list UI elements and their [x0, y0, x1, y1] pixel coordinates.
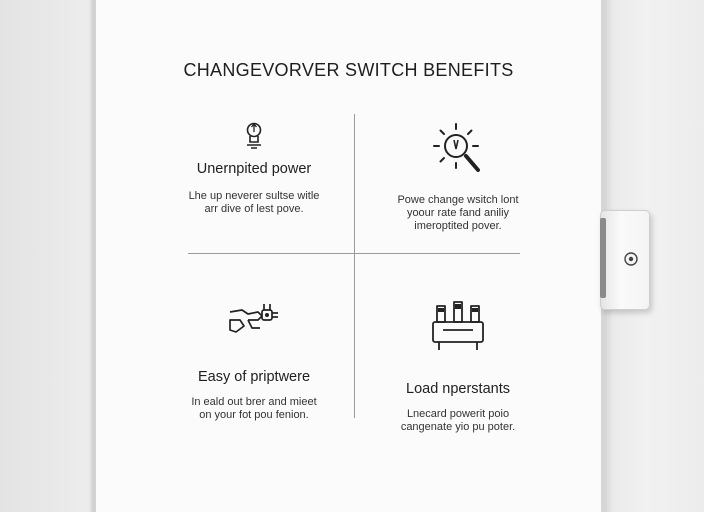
benefit-cell-3	[154, 298, 354, 422]
benefit-desc-2	[358, 194, 558, 233]
benefit-desc-1-line-1: Lhe up neverer sultse witle	[188, 190, 320, 202]
benefit-heading-1: Unernpited power	[196, 161, 312, 177]
appliances-load-icon	[429, 298, 487, 354]
wall-left	[0, 0, 92, 512]
benefit-cell-1	[154, 118, 354, 216]
horizontal-divider	[188, 253, 520, 254]
benefit-desc-1	[154, 190, 354, 216]
benefit-desc-4-line-2: cangenate yio pu poter.	[400, 421, 516, 433]
benefit-desc-4-line-1: Lnecard powerit poio	[406, 408, 510, 420]
benefit-cell-4	[358, 298, 558, 434]
benefit-heading-4: Load nperstants	[406, 381, 510, 397]
benefit-desc-4	[358, 408, 558, 434]
benefit-desc-3-line-2: on your fot pou fenion.	[199, 409, 309, 421]
benefit-desc-1-line-2: arr dive of lest pove.	[204, 203, 304, 215]
switch-knob-icon[interactable]	[622, 250, 640, 268]
benefits-panel	[92, 0, 606, 512]
benefit-desc-2-line-3: imeroptited pover.	[414, 220, 502, 232]
benefit-cell-2	[358, 118, 558, 233]
wall-switch-edge	[600, 218, 606, 298]
benefit-desc-3-line-1: In eald out brer and mieet	[191, 396, 317, 408]
sun-wrench-icon	[428, 118, 488, 180]
benefit-desc-2-line-2: yoour rate fand aniliy	[406, 207, 510, 219]
benefit-heading-3: Easy of priptwere	[197, 369, 311, 385]
benefit-desc-3	[154, 396, 354, 422]
bulb-plug-icon	[239, 118, 269, 152]
vertical-divider	[354, 114, 355, 418]
hand-plug-icon	[226, 298, 282, 338]
benefit-desc-2-line-1: Powe change wsitch lont	[397, 194, 519, 206]
page-title: CHANGEVORVER SWITCH BENEFITS	[183, 60, 514, 80]
